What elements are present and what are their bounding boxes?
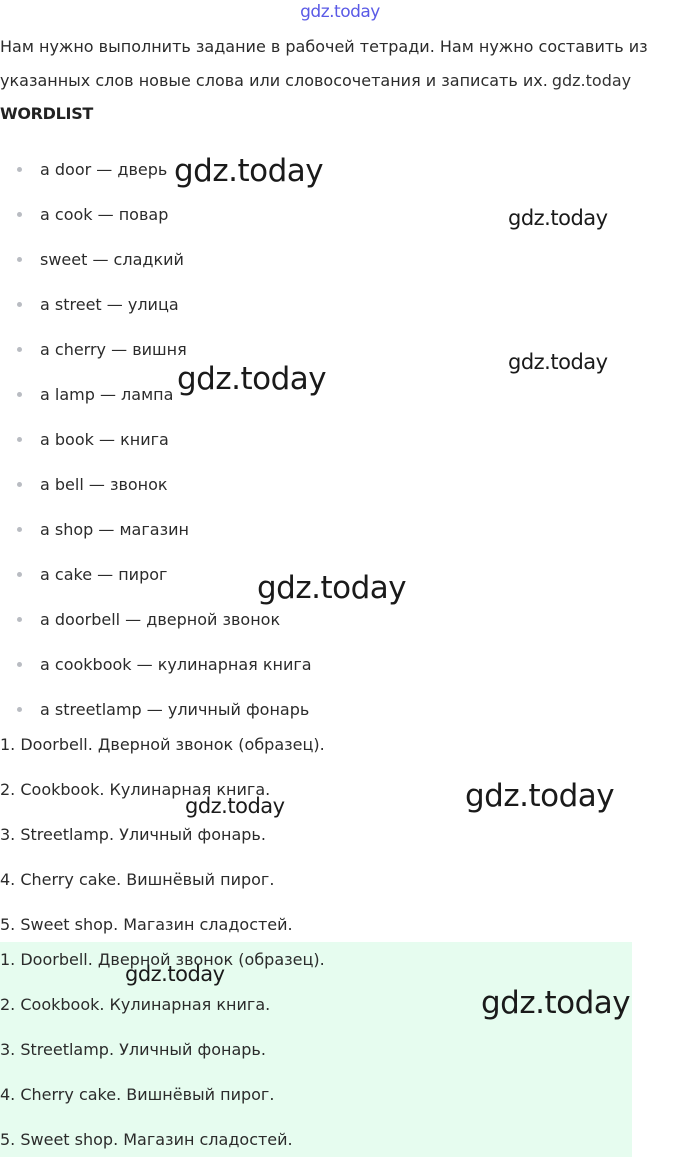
bullet-icon [17,662,22,667]
answers-list [0,722,325,947]
answer-row: 1. Doorbell. Дверной звонок (образец). [0,735,325,754]
answer-row-highlighted: 4. Cherry cake. Вишнёвый пирог. [0,1085,275,1104]
list-item: a cook — повар [0,192,312,237]
list-item: a lamp — лампа [0,372,312,417]
list-item: a cherry — вишня [0,327,312,372]
bullet-icon [17,392,22,397]
list-item: a street — улица [0,282,312,327]
watermark: gdz.today [177,361,327,397]
list-item: a cookbook — кулинарная книга [0,642,312,687]
bullet-icon [17,482,22,487]
answer-row: 3. Streetlamp. Уличный фонарь. [0,825,266,844]
answer-row-highlighted: 2. Cookbook. Кулинарная книга. [0,995,271,1014]
bullet-icon [17,347,22,352]
list-item: a cake — пирог [0,552,312,597]
watermark: gdz.today [185,794,285,818]
answer-row: 5. Sweet shop. Магазин сладостей. [0,915,293,934]
bullet-icon [17,527,22,532]
list-item: a door — дверь [0,147,312,192]
watermark: gdz.today [508,206,608,230]
list-item: sweet — сладкий [0,237,312,282]
watermark: gdz.today [174,153,324,189]
bullet-icon [17,572,22,577]
answer-row-highlighted: 1. Doorbell. Дверной звонок (образец). [0,950,325,969]
watermark: gdz.today [257,570,407,606]
wordlist-heading: WORDLIST [0,104,94,123]
bullet-icon [17,212,22,217]
list-item: a streetlamp — уличный фонарь [0,687,312,732]
watermark: gdz.today [465,778,615,814]
answer-row: 4. Cherry cake. Вишнёвый пирог. [0,870,275,889]
bullet-icon [17,707,22,712]
bullet-icon [17,617,22,622]
bullet-icon [17,257,22,262]
list-item: a shop — магазин [0,507,312,552]
bullet-icon [17,302,22,307]
task-description-line-1: Нам нужно выполнить задание в рабочей тетради. Нам нужно составить из [0,37,648,56]
answer-row-highlighted: 5. Sweet shop. Магазин сладостей. [0,1130,293,1149]
task-description-line-2: указанных слов новые слова или словосочетания и записать их. gdz.today [0,71,632,90]
wordlist [0,147,312,732]
bullet-icon [17,167,22,172]
watermark: gdz.today [481,985,631,1021]
site-watermark-top: gdz.today [300,2,380,22]
watermark: gdz.today [508,350,608,374]
answer-row: 2. Cookbook. Кулинарная книга. [0,780,271,799]
list-item: a book — книга [0,417,312,462]
answer-row-highlighted: 3. Streetlamp. Уличный фонарь. [0,1040,266,1059]
list-item: a bell — звонок [0,462,312,507]
watermark-inline: gdz.today [551,71,632,90]
list-item: a doorbell — дверной звонок [0,597,312,642]
bullet-icon [17,437,22,442]
watermark: gdz.today [125,962,225,986]
task-description [0,30,680,98]
